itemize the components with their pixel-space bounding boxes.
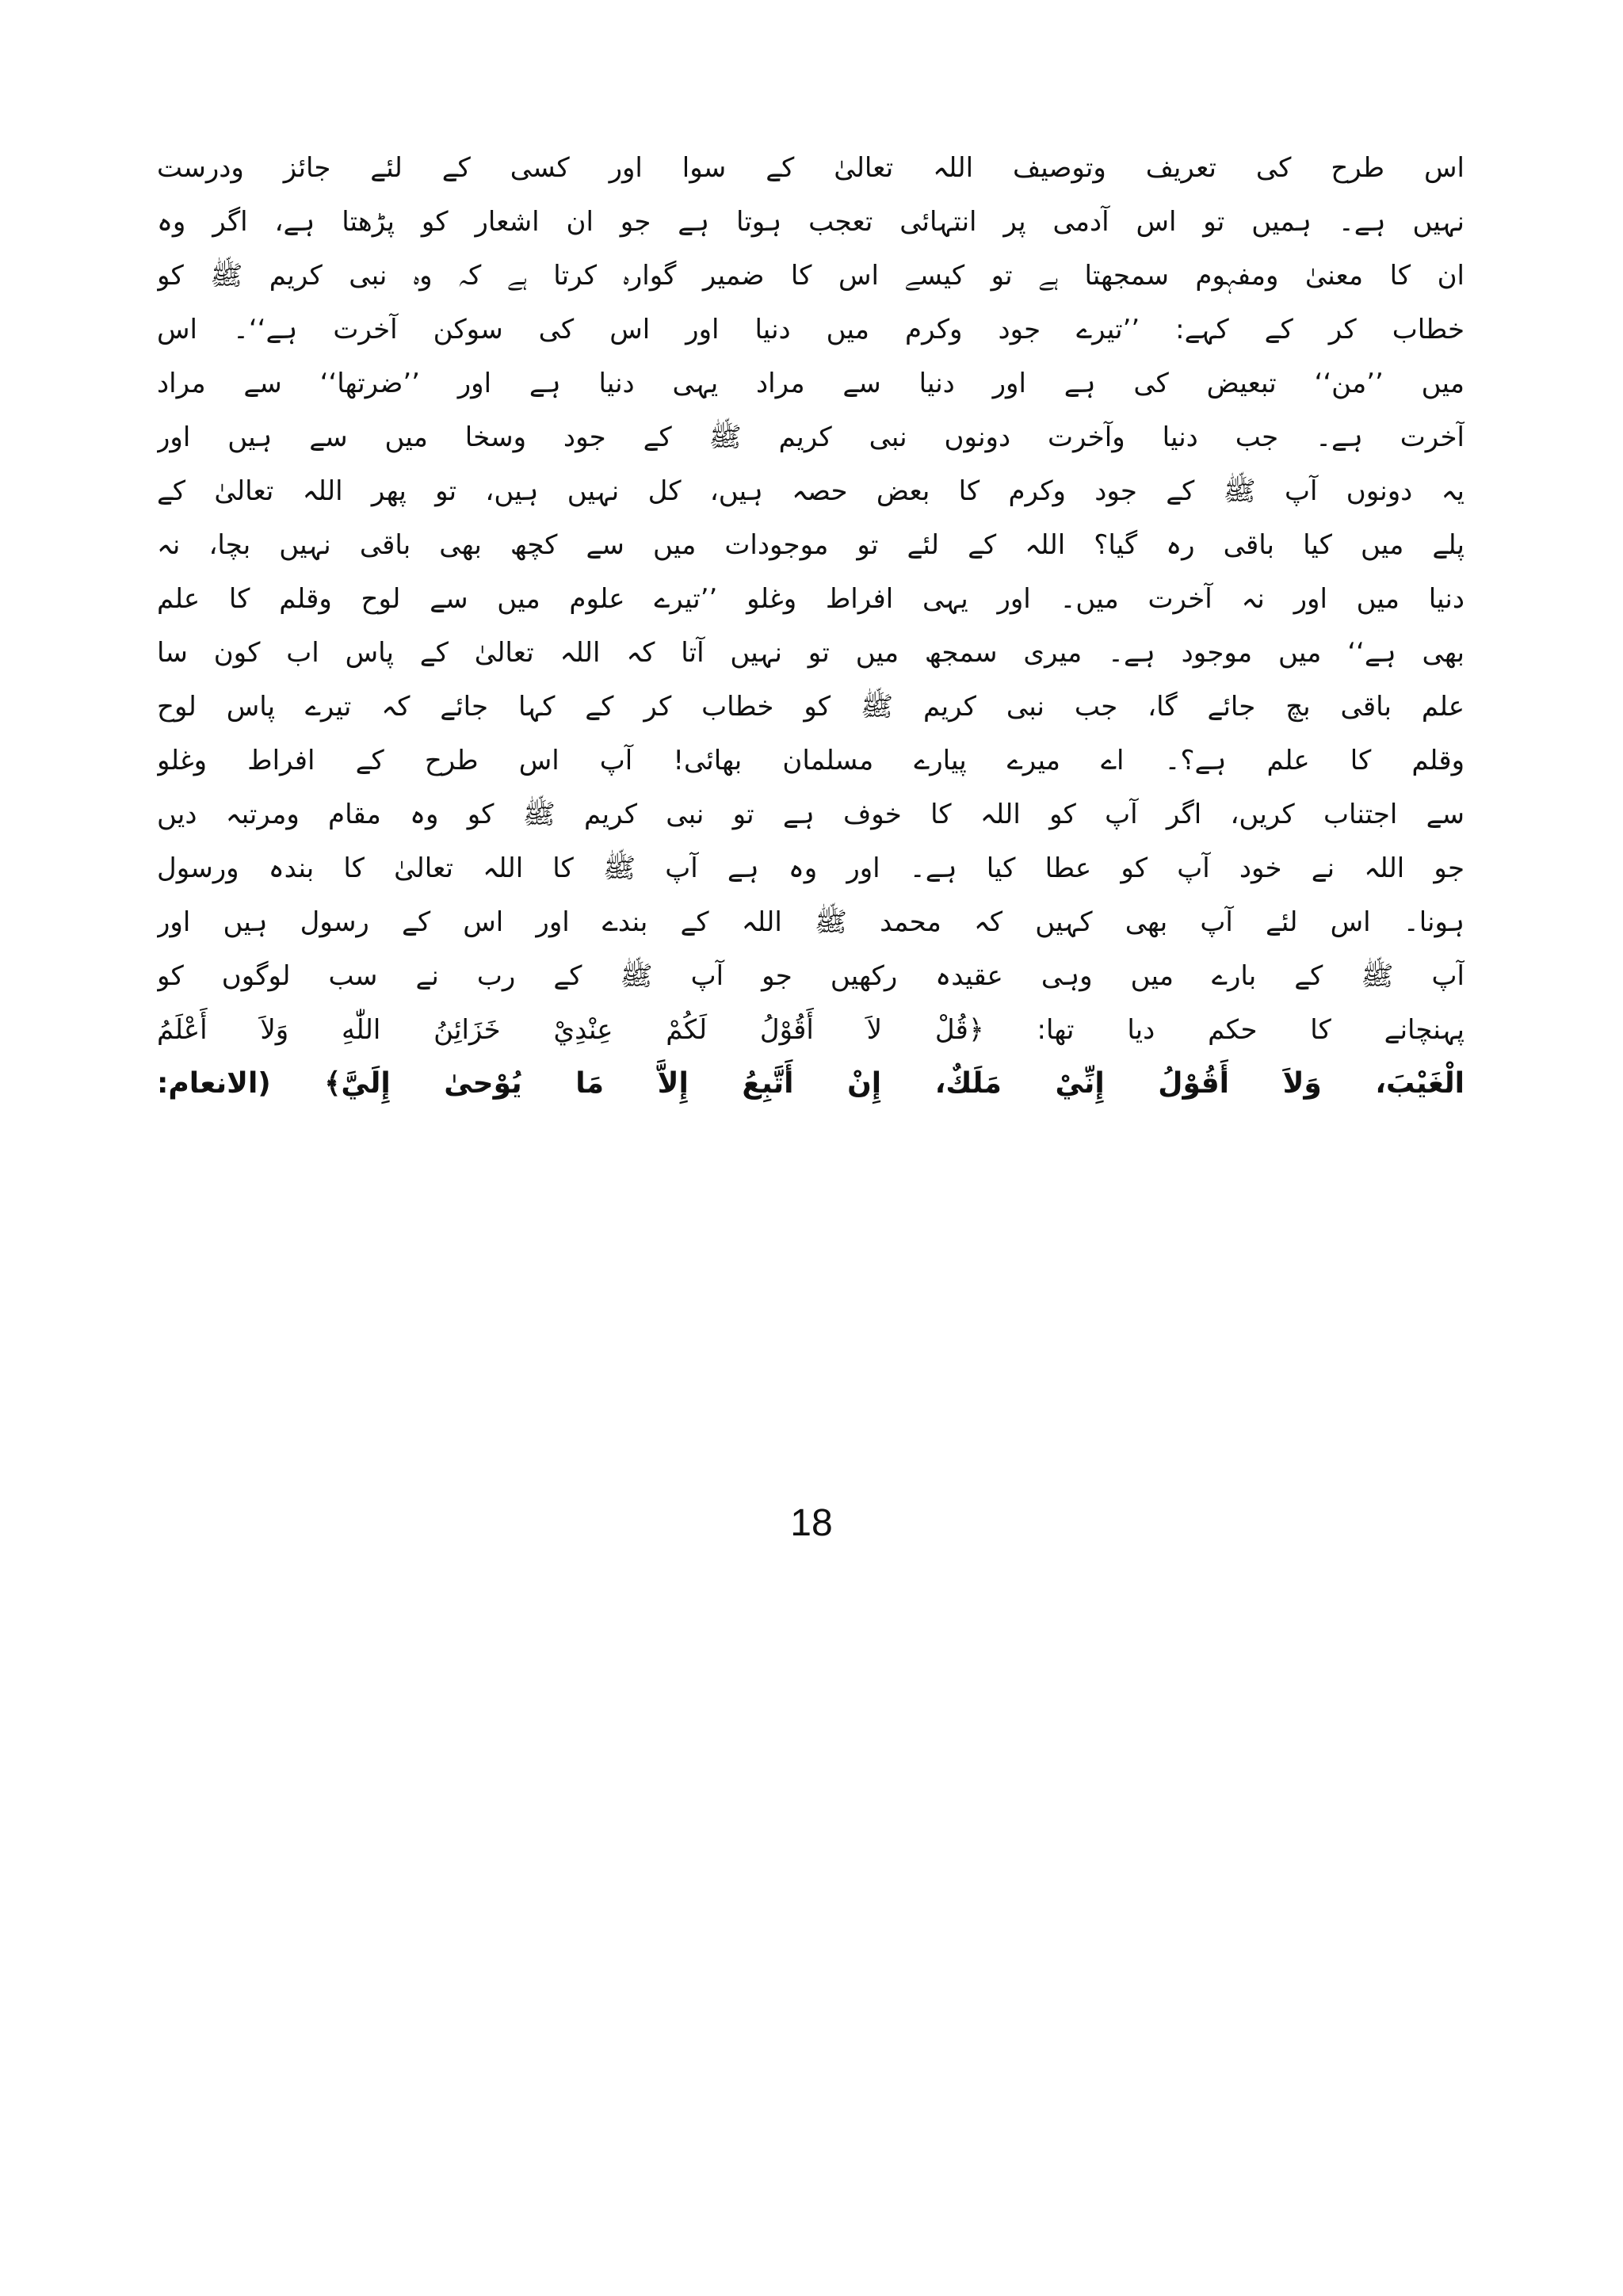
text-line: پہنچانے کا حکم دیا تھا: ﴿قُلْ لاَ أَقُوْلُ لَكُمْ عِنْدِيْ خَزَائِنُ اللّٰهِ وَلاَ أَعْلَمُ — [157, 1014, 1465, 1046]
text-line: نہیں ہے۔ ہمیں تو اس آدمی پر انتہائی تعجب ہوتا ہے جو ان اشعار کو پڑھتا ہے، اگر وہ — [157, 206, 1465, 238]
quran-verse-line: الْغَيْبَ، وَلاَ أَقُوْلُ إِنِّيْ مَلَكٌ، إِنْ أَتَّبِعُ إِلاَّ مَا يُوْحىٰ إِلَيَّ﴾ (الانعام: — [157, 1067, 1465, 1100]
text-line: بھی ہے‘‘ میں موجود ہے۔ میری سمجھ میں تو نہیں آتا کہ اللہ تعالیٰ کے پاس اب کون سا — [157, 637, 1465, 669]
text-line: پلے میں کیا باقی رہ گیا؟ اللہ کے لئے تو موجودات میں سے کچھ بھی باقی نہیں بچا، نہ — [157, 529, 1465, 561]
page-number: 18 — [790, 1502, 833, 1544]
text-line: وقلم کا علم ہے؟۔ اے میرے پیارے مسلمان بھائی! آپ اس طرح کے افراط وغلو — [157, 745, 1465, 776]
text-line: ان کا معنیٰ ومفہوم سمجھتا ہے تو کیسے اس کا ضمیر گوارہ کرتا ہے کہ وہ نبی کریم ﷺ کو — [157, 260, 1465, 292]
text-line: خطاب کر کے کہے: ’’تیرے جود وکرم میں دنیا اور اس کی سوکن آخرت ہے‘‘۔ اس — [157, 314, 1465, 345]
text-line: جو اللہ نے خود آپ کو عطا کیا ہے۔ اور وہ ہے آپ ﷺ کا اللہ تعالیٰ کا بندہ ورسول — [157, 852, 1465, 884]
text-line: اس طرح کی تعریف وتوصیف اللہ تعالیٰ کے سوا اور کسی کے لئے جائز ودرست — [157, 152, 1465, 184]
text-line: ہونا۔ اس لئے آپ بھی کہیں کہ محمد ﷺ اللہ کے بندے اور اس کے رسول ہیں اور — [157, 906, 1465, 938]
text-line: علم باقی بچ جائے گا، جب نبی کریم ﷺ کو خطاب کر کے کہا جائے کہ تیرے پاس لوح — [157, 691, 1465, 723]
text-line: آپ ﷺ کے بارے میں وہی عقیدہ رکھیں جو آپ ﷺ کے رب نے سب لوگوں کو — [157, 960, 1465, 992]
text-line: دنیا میں اور نہ آخرت میں۔ اور یہی افراط وغلو ’’تیرے علوم میں سے لوح وقلم کا علم — [157, 583, 1465, 615]
text-line: یہ دونوں آپ ﷺ کے جود وکرم کا بعض حصہ ہیں، کل نہیں ہیں، تو پھر اللہ تعالیٰ کے — [157, 475, 1465, 507]
body-text — [157, 141, 1465, 1111]
text-line: میں ’’من‘‘ تبعیض کی ہے اور دنیا سے مراد یہی دنیا ہے اور ’’ضرتھا‘‘ سے مراد — [157, 368, 1465, 399]
text-line: آخرت ہے۔ جب دنیا وآخرت دونوں نبی کریم ﷺ کے جود وسخا میں سے ہیں اور — [157, 421, 1465, 453]
text-line: سے اجتناب کریں، اگر آپ کو اللہ کا خوف ہے تو نبی کریم ﷺ کو وہ مقام ومرتبہ دیں — [157, 799, 1465, 830]
